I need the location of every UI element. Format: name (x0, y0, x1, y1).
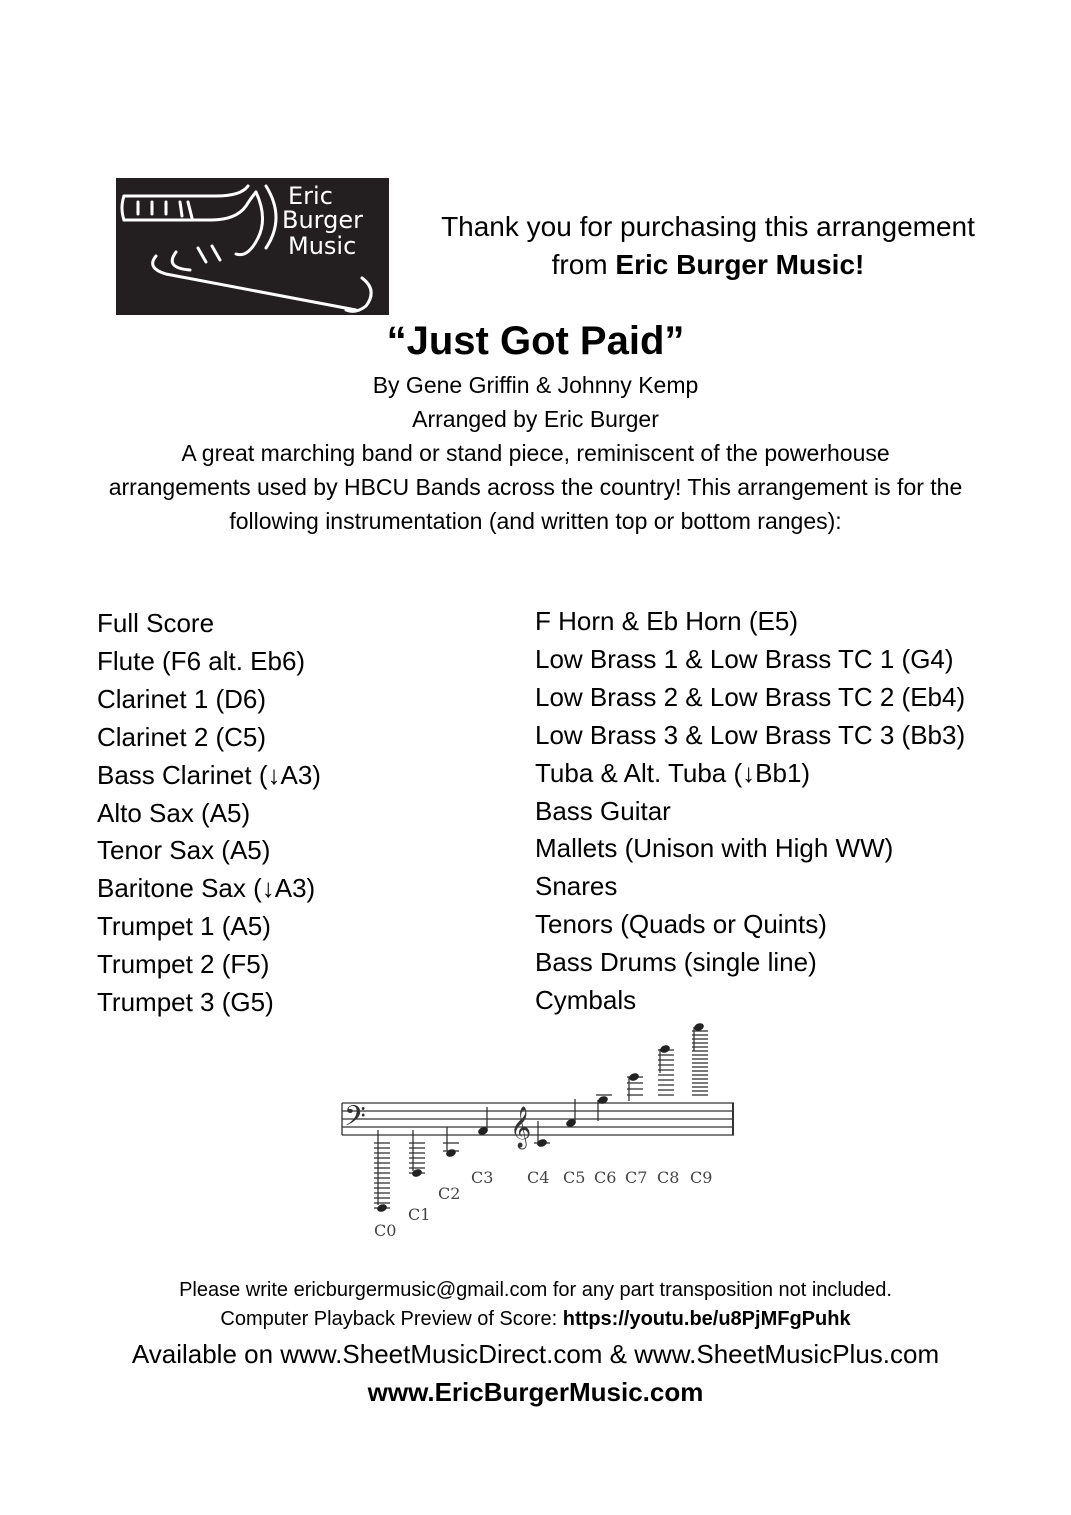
description-line: following instrumentation (and written top or bottom ranges): (229, 508, 842, 534)
thank-you-brand: Eric Burger Music! (615, 249, 865, 280)
instrument-item: Trumpet 1 (A5) (97, 911, 271, 942)
instrument-item: Tuba & Alt. Tuba (↓Bb1) (535, 757, 811, 788)
instrument-item: Full Score (97, 608, 215, 638)
instrument-item: Low Brass 2 & Low Brass TC 2 (Eb4) (535, 681, 966, 712)
instrument-item: Low Brass 1 & Low Brass TC 1 (G4) (535, 643, 954, 674)
instrument-item: Alto Sax (A5) (97, 797, 251, 828)
instrument-item: Snares (535, 871, 618, 902)
instrument-item: Trumpet 2 (F5) (97, 949, 270, 980)
thank-you-prefix: from (551, 249, 616, 280)
note-label-c4: C4 (527, 1168, 550, 1187)
note-label-c0: C0 (374, 1221, 397, 1240)
instrument-item: Trumpet 3 (G5) (97, 987, 274, 1018)
instrument-list-right (535, 603, 965, 1020)
thank-you-brand-line (400, 246, 1016, 284)
note-label-c9: C9 (690, 1168, 713, 1187)
thank-you-line: Thank you for purchasing this arrangement (441, 211, 975, 242)
availability-line: Available on www.SheetMusicDirect.com & www.SheetMusicPlus.com (131, 1339, 940, 1369)
credits-block (40, 368, 1031, 538)
thank-you-message (400, 208, 1016, 284)
instrument-item: Bass Guitar (535, 795, 671, 826)
eric-burger-music-logo (116, 178, 389, 315)
octave-range-staff (330, 1015, 740, 1250)
instrument-item: Cymbals (535, 985, 637, 1016)
logo-text-burger: Burger (282, 206, 363, 234)
note-label-c3: C3 (471, 1168, 494, 1187)
instrument-item: Bass Clarinet (↓A3) (97, 759, 321, 790)
email-note: Please write ericburgermusic@gmail.com for any part transposition not included. (179, 1279, 892, 1301)
preview-link[interactable]: https://youtu.be/u8PjMFgPuhk (562, 1308, 851, 1330)
instrument-item: Bass Drums (single line) (535, 947, 817, 978)
note-label-c1: C1 (408, 1205, 431, 1224)
preview-label: Computer Playback Preview of Score: (220, 1308, 563, 1330)
treble-clef-icon: 𝄞 (510, 1107, 532, 1148)
bass-clef-icon: 𝄢 (344, 1100, 366, 1140)
note-label-c8: C8 (657, 1168, 680, 1187)
composer-credit: By Gene Griffin & Johnny Kemp (372, 372, 699, 398)
instrument-item: Flute (F6 alt. Eb6) (97, 645, 306, 676)
instrument-item: F Horn & Eb Horn (E5) (535, 606, 798, 636)
instrument-item: Tenor Sax (A5) (97, 835, 271, 866)
note-label-c7: C7 (625, 1168, 648, 1187)
website-link[interactable]: www.EricBurgerMusic.com (367, 1377, 704, 1407)
instrument-item: Tenors (Quads or Quints) (535, 909, 827, 940)
instrument-item: Mallets (Unison with High WW) (535, 833, 894, 864)
instrument-item: Clarinet 2 (C5) (97, 721, 267, 752)
instrument-item: Clarinet 1 (D6) (97, 683, 267, 714)
instrument-list-left (97, 605, 321, 1022)
note-label-c6: C6 (594, 1168, 617, 1187)
piece-title: “Just Got Paid” (386, 319, 685, 363)
arranger-credit: Arranged by Eric Burger (412, 406, 659, 432)
description-line: A great marching band or stand piece, reminiscent of the powerhouse (181, 440, 890, 466)
note-label-c2: C2 (438, 1184, 461, 1203)
note-label-c5: C5 (563, 1168, 586, 1187)
logo-text-music: Music (288, 232, 357, 260)
preview-line (0, 1305, 1071, 1333)
instrument-item: Baritone Sax (↓A3) (97, 873, 316, 904)
description-line: arrangements used by HBCU Bands across the country! This arrangement is for the (108, 474, 963, 500)
logo-text-eric: Eric (288, 182, 333, 210)
instrument-item: Low Brass 3 & Low Brass TC 3 (Bb3) (535, 719, 966, 750)
